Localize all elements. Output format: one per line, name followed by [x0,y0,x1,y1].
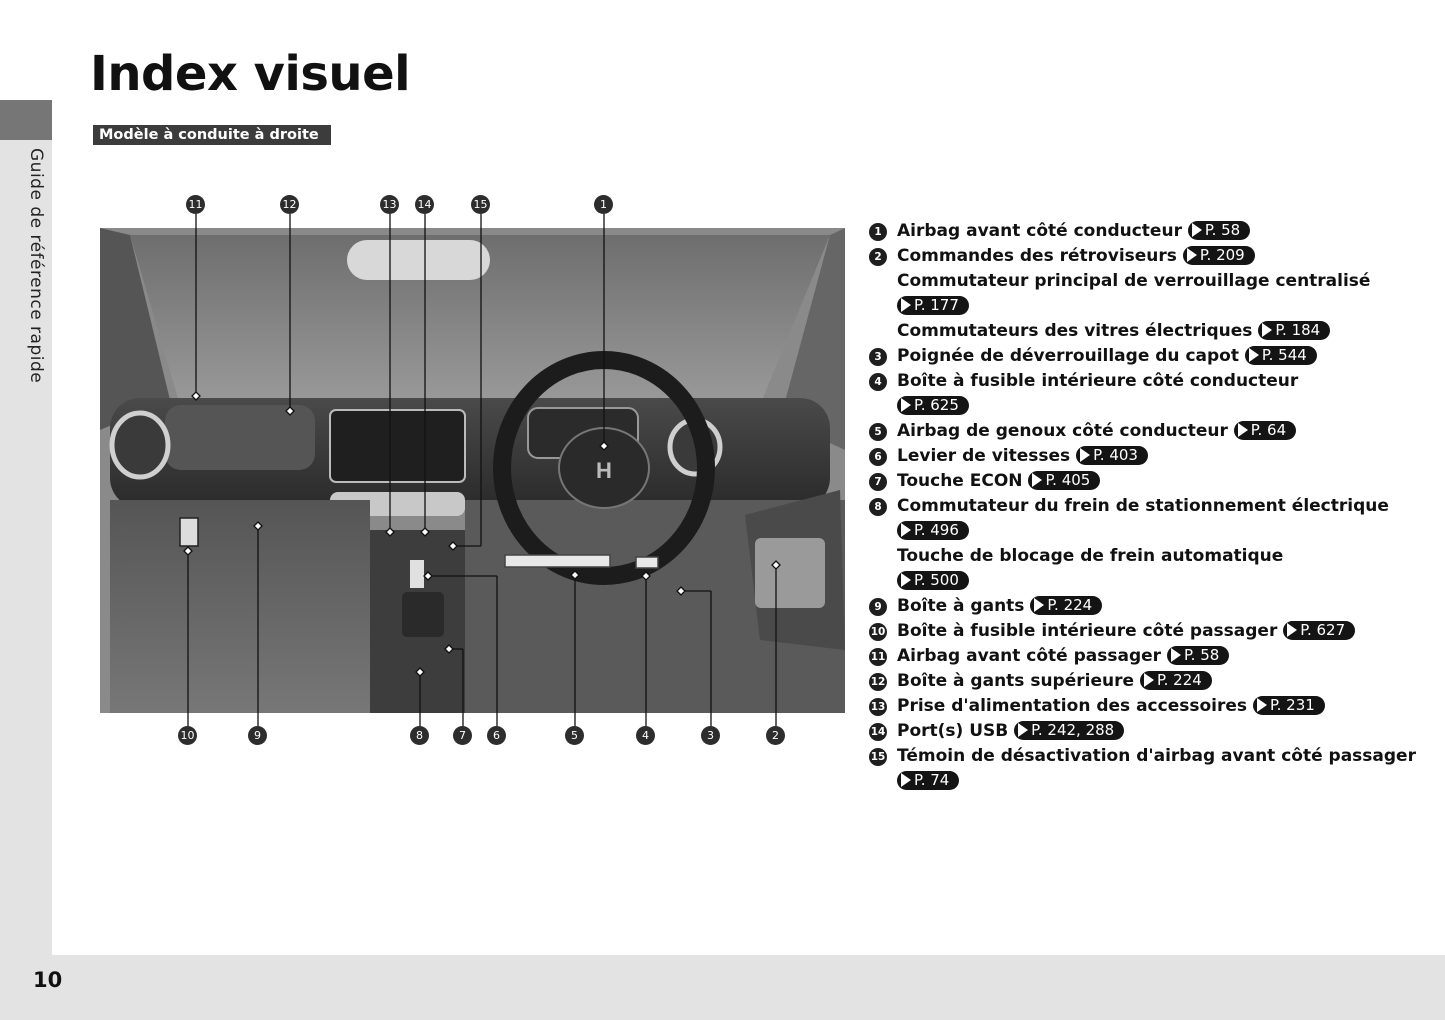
callout-3: 3 [701,726,720,745]
page-reference-link[interactable]: P. 184 [1258,321,1330,340]
arrow-right-icon [1287,623,1297,637]
page-reference-link[interactable]: P. 544 [1245,346,1317,365]
arrow-right-icon [1257,698,1267,712]
callout-6: 6 [487,726,506,745]
legend-item [869,444,1429,469]
legend-number: 9 [869,598,887,616]
legend-subitem [869,544,1429,594]
legend-number: 7 [869,473,887,491]
page-reference-link[interactable]: P. 500 [897,571,969,590]
legend-item [869,669,1429,694]
arrow-right-icon [901,773,911,787]
legend-item [869,344,1429,369]
legend-text: Boîte à gants supérieure [897,671,1135,691]
legend-item [869,419,1429,444]
legend-text: Commandes des rétroviseurs [897,246,1177,266]
arrow-right-icon [1187,248,1197,262]
page-reference-link[interactable]: P. 625 [897,396,969,415]
legend-item [869,219,1429,244]
legend-text: Commutateur du frein de stationnement électrique [897,496,1389,516]
callout-2: 2 [766,726,785,745]
arrow-right-icon [1171,648,1181,662]
legend-number: 6 [869,448,887,466]
arrow-right-icon [901,523,911,537]
legend-item [869,719,1429,744]
legend-number: 15 [869,748,887,766]
legend-item [869,644,1429,669]
legend-number: 13 [869,698,887,716]
callout-14: 14 [415,195,434,214]
page-reference-link[interactable]: P. 496 [897,521,969,540]
arrow-right-icon [901,298,911,312]
callout-15: 15 [471,195,490,214]
page-reference-link[interactable]: P. 209 [1183,246,1255,265]
legend-item [869,369,1429,419]
page-reference-link[interactable]: P. 224 [1140,671,1212,690]
legend-text: Témoin de désactivation d'airbag avant côté passager [897,746,1416,766]
legend-number: 4 [869,373,887,391]
page-reference-link[interactable]: P. 231 [1253,696,1325,715]
legend-item [869,594,1429,619]
callout-4: 4 [636,726,655,745]
page-reference-link[interactable]: P. 64 [1234,421,1296,440]
arrow-right-icon [1192,223,1202,237]
legend-text: Airbag de genoux côté conducteur [897,421,1228,441]
arrow-right-icon [1018,723,1028,737]
page-reference-link[interactable]: P. 177 [897,296,969,315]
arrow-right-icon [1032,473,1042,487]
legend-text: Touche ECON [897,471,1023,491]
callout-12: 12 [280,195,299,214]
callout-13: 13 [380,195,399,214]
legend-text: Boîte à fusible intérieure côté passager [897,621,1278,641]
callout-10: 10 [178,726,197,745]
legend-text: Boîte à fusible intérieure côté conducteur [897,371,1299,391]
arrow-right-icon [1144,673,1154,687]
legend-item [869,494,1429,544]
arrow-right-icon [1249,348,1259,362]
legend-text: Prise d'alimentation des accessoires [897,696,1248,716]
legend-number: 10 [869,623,887,641]
arrow-right-icon [1238,423,1248,437]
sidebar-section-label: Guide de référence rapide [26,148,46,384]
legend-item [869,694,1429,719]
page-footer [0,955,1445,1020]
dashboard-illustration [0,0,860,760]
legend-number: 14 [869,723,887,741]
legend-list [869,219,1429,794]
model-label: Modèle à conduite à droite [93,125,331,145]
page-reference-link[interactable]: P. 74 [897,771,959,790]
svg-text:H: H [596,458,612,483]
callout-5: 5 [565,726,584,745]
legend-item [869,744,1429,794]
legend-number: 12 [869,673,887,691]
page-reference-link[interactable]: P. 405 [1028,471,1100,490]
legend-text: Commutateur principal de verrouillage centralisé [897,271,1371,291]
legend-text: Airbag avant côté passager [897,646,1162,666]
page-number: 10 [33,968,63,992]
legend-text: Touche de blocage de frein automatique [897,546,1284,566]
legend-text: Airbag avant côté conducteur [897,221,1182,241]
legend-number: 2 [869,248,887,266]
callout-1: 1 [594,195,613,214]
legend-item [869,619,1429,644]
legend-number: 1 [869,223,887,241]
legend-number: 3 [869,348,887,366]
page-reference-link[interactable]: P. 627 [1283,621,1355,640]
legend-text: Boîte à gants [897,596,1025,616]
legend-item [869,469,1429,494]
legend-text: Levier de vitesses [897,446,1071,466]
page-reference-link[interactable]: P. 58 [1188,221,1250,240]
legend-number: 8 [869,498,887,516]
legend-subitem [869,269,1429,319]
page-reference-link[interactable]: P. 58 [1167,646,1229,665]
arrow-right-icon [1262,323,1272,337]
legend-number: 11 [869,648,887,666]
legend-item [869,244,1429,269]
arrow-right-icon [1080,448,1090,462]
page-reference-link[interactable]: P. 224 [1030,596,1102,615]
legend-text: Poignée de déverrouillage du capot [897,346,1239,366]
legend-text: Commutateurs des vitres électriques [897,321,1253,341]
page-reference-link[interactable]: P. 403 [1076,446,1148,465]
legend-number: 5 [869,423,887,441]
callout-9: 9 [248,726,267,745]
page-title: Index visuel [90,46,411,102]
legend-text: Port(s) USB [897,721,1009,741]
arrow-right-icon [901,573,911,587]
callout-7: 7 [453,726,472,745]
arrow-right-icon [901,398,911,412]
callout-8: 8 [410,726,429,745]
arrow-right-icon [1034,598,1044,612]
legend-subitem [869,319,1429,344]
callout-11: 11 [186,195,205,214]
page-reference-link[interactable]: P. 242, 288 [1014,721,1124,740]
